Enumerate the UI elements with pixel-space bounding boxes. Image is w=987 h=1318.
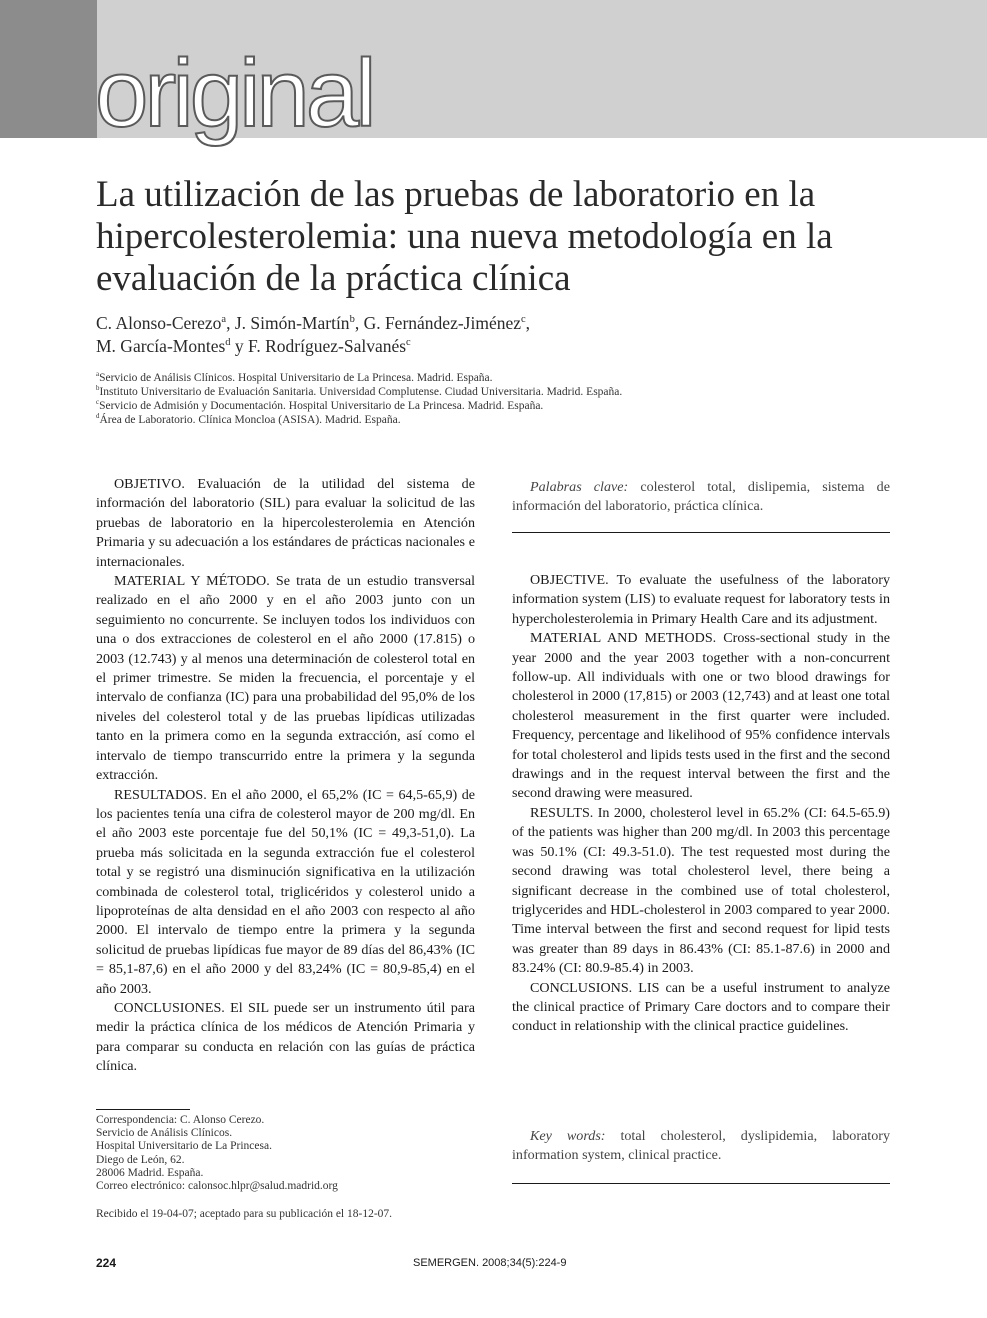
affiliation-item bbox=[96, 371, 916, 385]
author-conjunction: y bbox=[234, 336, 244, 356]
author-name: M. García-Montes bbox=[96, 336, 226, 356]
affiliation-text: Área de Laboratorio. Clínica Moncloa (ASISA). Madrid. España. bbox=[99, 414, 401, 426]
correspondence-line: 28006 Madrid. España. bbox=[96, 1166, 204, 1179]
section-label: original bbox=[95, 40, 373, 147]
keywords-text: colesterol total, dislipemia, sistema de información del laboratorio, práctica clínica. bbox=[512, 479, 890, 515]
article-title: La utilización de las pruebas de laboratorio en la hipercolesterolemia: una nueva metodología en la evaluación de la práctica clínica bbox=[96, 174, 833, 299]
author-list: C. Alonso-Cerezo$^a$, J. Simón-Martín$^b$, G. Fernández-Jiménez$^c$, M. García-Montes$^d$ y F. Rodríguez-Salvanés$^c$ bbox=[96, 313, 531, 356]
author-affiliation-mark: b bbox=[349, 314, 355, 326]
keywords-label: Palabras clave: bbox=[530, 479, 629, 495]
author-name: F. Rodríguez-Salvanés bbox=[248, 336, 407, 356]
author-name: G. Fernández-Jiménez bbox=[363, 313, 521, 333]
divider bbox=[512, 1183, 890, 1184]
abstract-paragraph: MATERIAL Y MÉTODO. Se trata de un estudio transversal realizado en el año 2000 y en el año 2003 junto con un seguimiento no concurrente. Se incluyen todos los individuos con una o dos extracciones de colesterol en el año 2000 (17.815) o 2003 (12.743) y al menos una determinación de colesterol total en el primer trimestre. Se miden la frecuencia, el porcentaje y el intervalo de confianza (IC) para una probabilidad del 95,0% de los niveles del colesterol total y de las pruebas lipídicas utilizadas tanto en la primera como en la segunda extracción, así como el intervalo de tiempo transcurrido entre la primera y la segunda extracción. bbox=[96, 573, 475, 784]
abstract-paragraph: MATERIAL AND METHODS. Cross-sectional study in the year 2000 and the year 2003 together with a non-concurrent follow-up. All individuals with one or two blood drawings for cholesterol in 2000 (17,815) or 2003 (12,743) and at least one total cholesterol measurement in the first quarter were included. Frequency, percentage and likelihood of 95% confidence intervals for total cholesterol and lipids tests used in the first and the second drawings and in the request interval between the first and the second drawing were measured. bbox=[512, 630, 890, 802]
header-band-dark bbox=[0, 0, 97, 138]
affiliation-text: Servicio de Análisis Clínicos. Hospital Universitario de La Princesa. Madrid. España. bbox=[99, 372, 493, 384]
affiliation-item bbox=[96, 399, 916, 413]
affiliation-key: c bbox=[96, 399, 100, 407]
footnote-rule bbox=[96, 1109, 190, 1110]
abstract-paragraph: OBJECTIVE. To evaluate the usefulness of the laboratory information system (LIS) to evaluate request for laboratory tests in hypercholesterolemia in Primary Health Care and its adjustment. bbox=[512, 572, 890, 627]
correspondence-line: Hospital Universitario de La Princesa. bbox=[96, 1140, 272, 1153]
affiliation-text: Instituto Universitario de Evaluación Sanitaria. Universidad Complutense. Ciudad Universitaria. Madrid. España. bbox=[99, 386, 623, 398]
keywords-label: Key words: bbox=[530, 1128, 606, 1144]
affiliation-item bbox=[96, 385, 916, 399]
author-affiliation-mark: d bbox=[225, 337, 231, 349]
correspondence-email[interactable]: Correo electrónico: calonsoc.hlpr@salud.madrid.org bbox=[96, 1180, 338, 1193]
received-dates: Recibido el 19-04-07; aceptado para su publicación el 18-12-07. bbox=[96, 1208, 393, 1220]
page-number: 224 bbox=[96, 1256, 117, 1270]
correspondence-line: Correspondencia: C. Alonso Cerezo. bbox=[96, 1114, 265, 1126]
correspondence-line: Servicio de Análisis Clínicos. bbox=[96, 1127, 233, 1140]
abstract-paragraph: RESULTADOS. En el año 2000, el 65,2% (IC = 64,5-65,9) de los pacientes tenía una cifra de colesterol mayor de 200 mg/dl. En el año 2003 este porcentaje fue del 50,1% (IC = 49,3-51,0). La prueba más solicitada en la segunda extracción fue el colesterol total y se registró una disminución significativa en la utilización combinada de colesterol total, triglicéridos y colesterol unido a lipoproteínas de alta densidad en el año 2003 con respecto al año 2000. El intervalo de tiempo entre la primera y la segunda solicitud de pruebas lipídicas fue mayor de 89 días del 86,43% (IC = 85,1-87,6) en el año 2000 y del 83,24% (IC = 80,9-85,4) en el año 2003. bbox=[96, 786, 475, 997]
affiliation-list bbox=[96, 371, 916, 427]
divider bbox=[512, 532, 890, 533]
affiliation-key: a bbox=[96, 371, 100, 379]
abstract-paragraph: RESULTS. In 2000, cholesterol level in 65.2% (CI: 64.5-65.9) of the patients was higher than 200 mg/dl. In 2003 this percentage was 50.1% (CI: 49.3-51.0). The test requested most during the second drawing was total cholesterol level, there being a significant decrease in the combined use of total cholesterol, triglycerides and HDL-cholesterol in 2003 compared to year 2000. Time interval between the first and second request for lipid tests was greater than 89 days in 86.43% (CI: 85.1-87.6) in 2000 and 83.24% (CI: 80.9-85.4) in 2003. bbox=[512, 804, 890, 977]
abstract-spanish bbox=[96, 475, 475, 1077]
affiliation-key: b bbox=[96, 385, 100, 393]
abstract-paragraph: OBJETIVO. Evaluación de la utilidad del sistema de información del laboratorio (SIL) para evaluar la solicitud de las pruebas de laboratorio en la hipercolesterolemia en Atención Primaria y su adecuación a los estándares de prácticas nacionales e internacionales. bbox=[96, 476, 475, 570]
keywords-text: total cholesterol, dyslipidemia, laboratory information system, clinical practice. bbox=[512, 1128, 890, 1164]
author-affiliation-mark: a bbox=[221, 314, 227, 326]
author-affiliation-mark: c bbox=[406, 337, 411, 349]
correspondence-line: Diego de León, 62. bbox=[96, 1153, 185, 1166]
abstract-paragraph: CONCLUSIONS. LIS can be a useful instrument to analyze the clinical practice of Primary Care doctors and to compare their conduct in relationship with the clinical practice guidelines. bbox=[512, 979, 890, 1035]
affiliation-text: Servicio de Admisión y Documentación. Hospital Universitario de La Princesa. Madrid. España. bbox=[99, 400, 544, 412]
journal-reference: SEMERGEN. 2008;34(5):224-9 bbox=[413, 1257, 567, 1269]
author-name: J. Simón-Martín bbox=[234, 313, 350, 333]
affiliation-key: d bbox=[96, 413, 100, 421]
keywords-english bbox=[512, 1127, 890, 1166]
abstract-english bbox=[512, 571, 890, 1037]
author-affiliation-mark: c bbox=[521, 314, 526, 326]
keywords-spanish bbox=[512, 478, 890, 517]
correspondence-block bbox=[96, 1114, 476, 1193]
abstract-paragraph: CONCLUSIONES. El SIL puede ser un instrumento útil para medir la práctica clínica de los médicos de Atención Primaria y para comparar su conducta en relación con las guías de práctica clínica. bbox=[96, 999, 475, 1075]
author-name: C. Alonso-Cerezo bbox=[96, 313, 222, 333]
affiliation-item bbox=[96, 413, 916, 427]
